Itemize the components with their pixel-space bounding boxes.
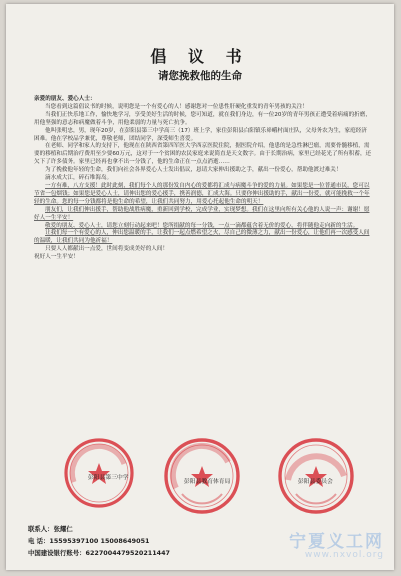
contact-person-name: 张耀仁 bbox=[53, 525, 73, 533]
paragraph-call: 一方有难，八方支援！此时此刻，我们每个人的那份发自内心的爱都将汇成与病魔斗争的爱的力量。如果您是一位普通市民，您可以节省一包烟钱；如果您是爱心人士，请伸出您的爱心援手，携善润德，汇成大海。只要你伸出援助的手，献出一份爱，就可能挽救一个年轻的生命。您的每一分钱都将是他生命的希望，让我们共同努力，用爱心托起他生命的明天！ bbox=[34, 182, 370, 205]
paragraph-closing: 只要人人都献出一点爱，世间将变成美好的人间！ bbox=[45, 246, 169, 253]
site-watermark bbox=[289, 527, 384, 560]
letter-title: 倡 议 书 bbox=[150, 47, 250, 66]
contact-person-label: 联系人： bbox=[28, 525, 54, 533]
contact-account-label: 中国建设银行账号： bbox=[28, 549, 86, 557]
paragraph-appeal: 为了挽救他年轻的生命，我们向社会各界爱心人士发出倡议，恳请大家伸出援助之手，献出一份爱心，帮助他渡过难关！ bbox=[45, 167, 342, 174]
paragraph-context: 当我们正快乐地工作，愉快地学习，享受美好生活的时候，您可知道，就在我们身边，有一位20岁的青年男孩正遭受着病痛的折磨，用他坚强的意志和病魔做着斗争，用他柔弱的力量与死亡抗争。 bbox=[34, 111, 371, 126]
paragraph-treatment: 在老师、同学和家人的支持下，他现在在陕西省第四军医大学西京医院住院，据医院介绍，他患的是急性淋巴瘤，需要骨髓移植，需要的移植和后期治疗费用至少要60万元，这对于一个贫困的农民家庭来说简直是天文数字。由于长期治病，家里已经花光了所有积蓄，还欠下了许多债务。家里已经再也拿不出一分钱了，他的生命正在一点点消逝…… bbox=[34, 143, 372, 166]
signature-school: 彭阳县第三中学 bbox=[88, 475, 129, 481]
contact-phone-numbers: 15595397100 15008649051 bbox=[49, 537, 150, 545]
letter-page bbox=[6, 4, 394, 570]
paragraph-intro: 当您看到这篇倡议书的时候，说明您是一个有爱心的人！感谢您对一位患性肝硬化重发的青年男孩的关注！ bbox=[45, 103, 308, 110]
signature-education-bureau: 彭阳县教育体育局 bbox=[184, 479, 231, 485]
contact-account-number: 6227004479520211447 bbox=[85, 549, 171, 557]
paragraph-blessing: 祝好人一生平安！ bbox=[34, 254, 79, 261]
contact-phone bbox=[28, 536, 149, 545]
watermark-url: www.nxvol.org bbox=[304, 550, 384, 560]
greeting: 亲爱的朋友、爱心人士： bbox=[34, 96, 96, 102]
paragraph-patient: 他叫张明忠，男，现年20岁，在彭阳县第三中学高三（17）班上学，家住彭阳县白阳镇乐峁峨村面庄队，父母务农为生，家庭经济困难。他在学校品学兼优，尊敬老师，团结同学，深受师生喜爱。 bbox=[34, 127, 367, 142]
contact-person bbox=[28, 524, 73, 533]
contact-phone-label: 电 话： bbox=[28, 537, 50, 545]
watermark-site-name: 宁夏义工网 bbox=[289, 532, 384, 552]
signature-committee: 彭阳县委员会 bbox=[298, 479, 333, 485]
letter-body bbox=[34, 96, 372, 262]
paragraph-proverb: 滴水成大江，碎石堆海岛。 bbox=[45, 175, 113, 182]
letter-subtitle: 请您挽救他的生命 bbox=[158, 70, 242, 82]
paragraph-action: 敬爱的朋友、爱心人士，请您立刻行动起来吧！您所捐献的每一分钱，一点一滴都蕴含着无价的爱心，将伴随他走向新的生活。 bbox=[45, 222, 359, 229]
contact-account bbox=[28, 548, 170, 557]
paragraph-thanks: 朋友们，让我们伸出援手，帮助他战胜病魔，重新回到学校，完成学业，实现梦想。我们在这里向所有关心他的人说一声：谢谢！愿好人一生平安！ bbox=[34, 206, 370, 221]
paragraph-hope: 让我们每一个有爱心的人，伸出您温暖的手，让我们一起点燃希望之火，尽自己的微薄之力，献出一份爱心，让他们再一次感受人间的温暖，让我们共同为他祈福！ bbox=[34, 230, 370, 245]
